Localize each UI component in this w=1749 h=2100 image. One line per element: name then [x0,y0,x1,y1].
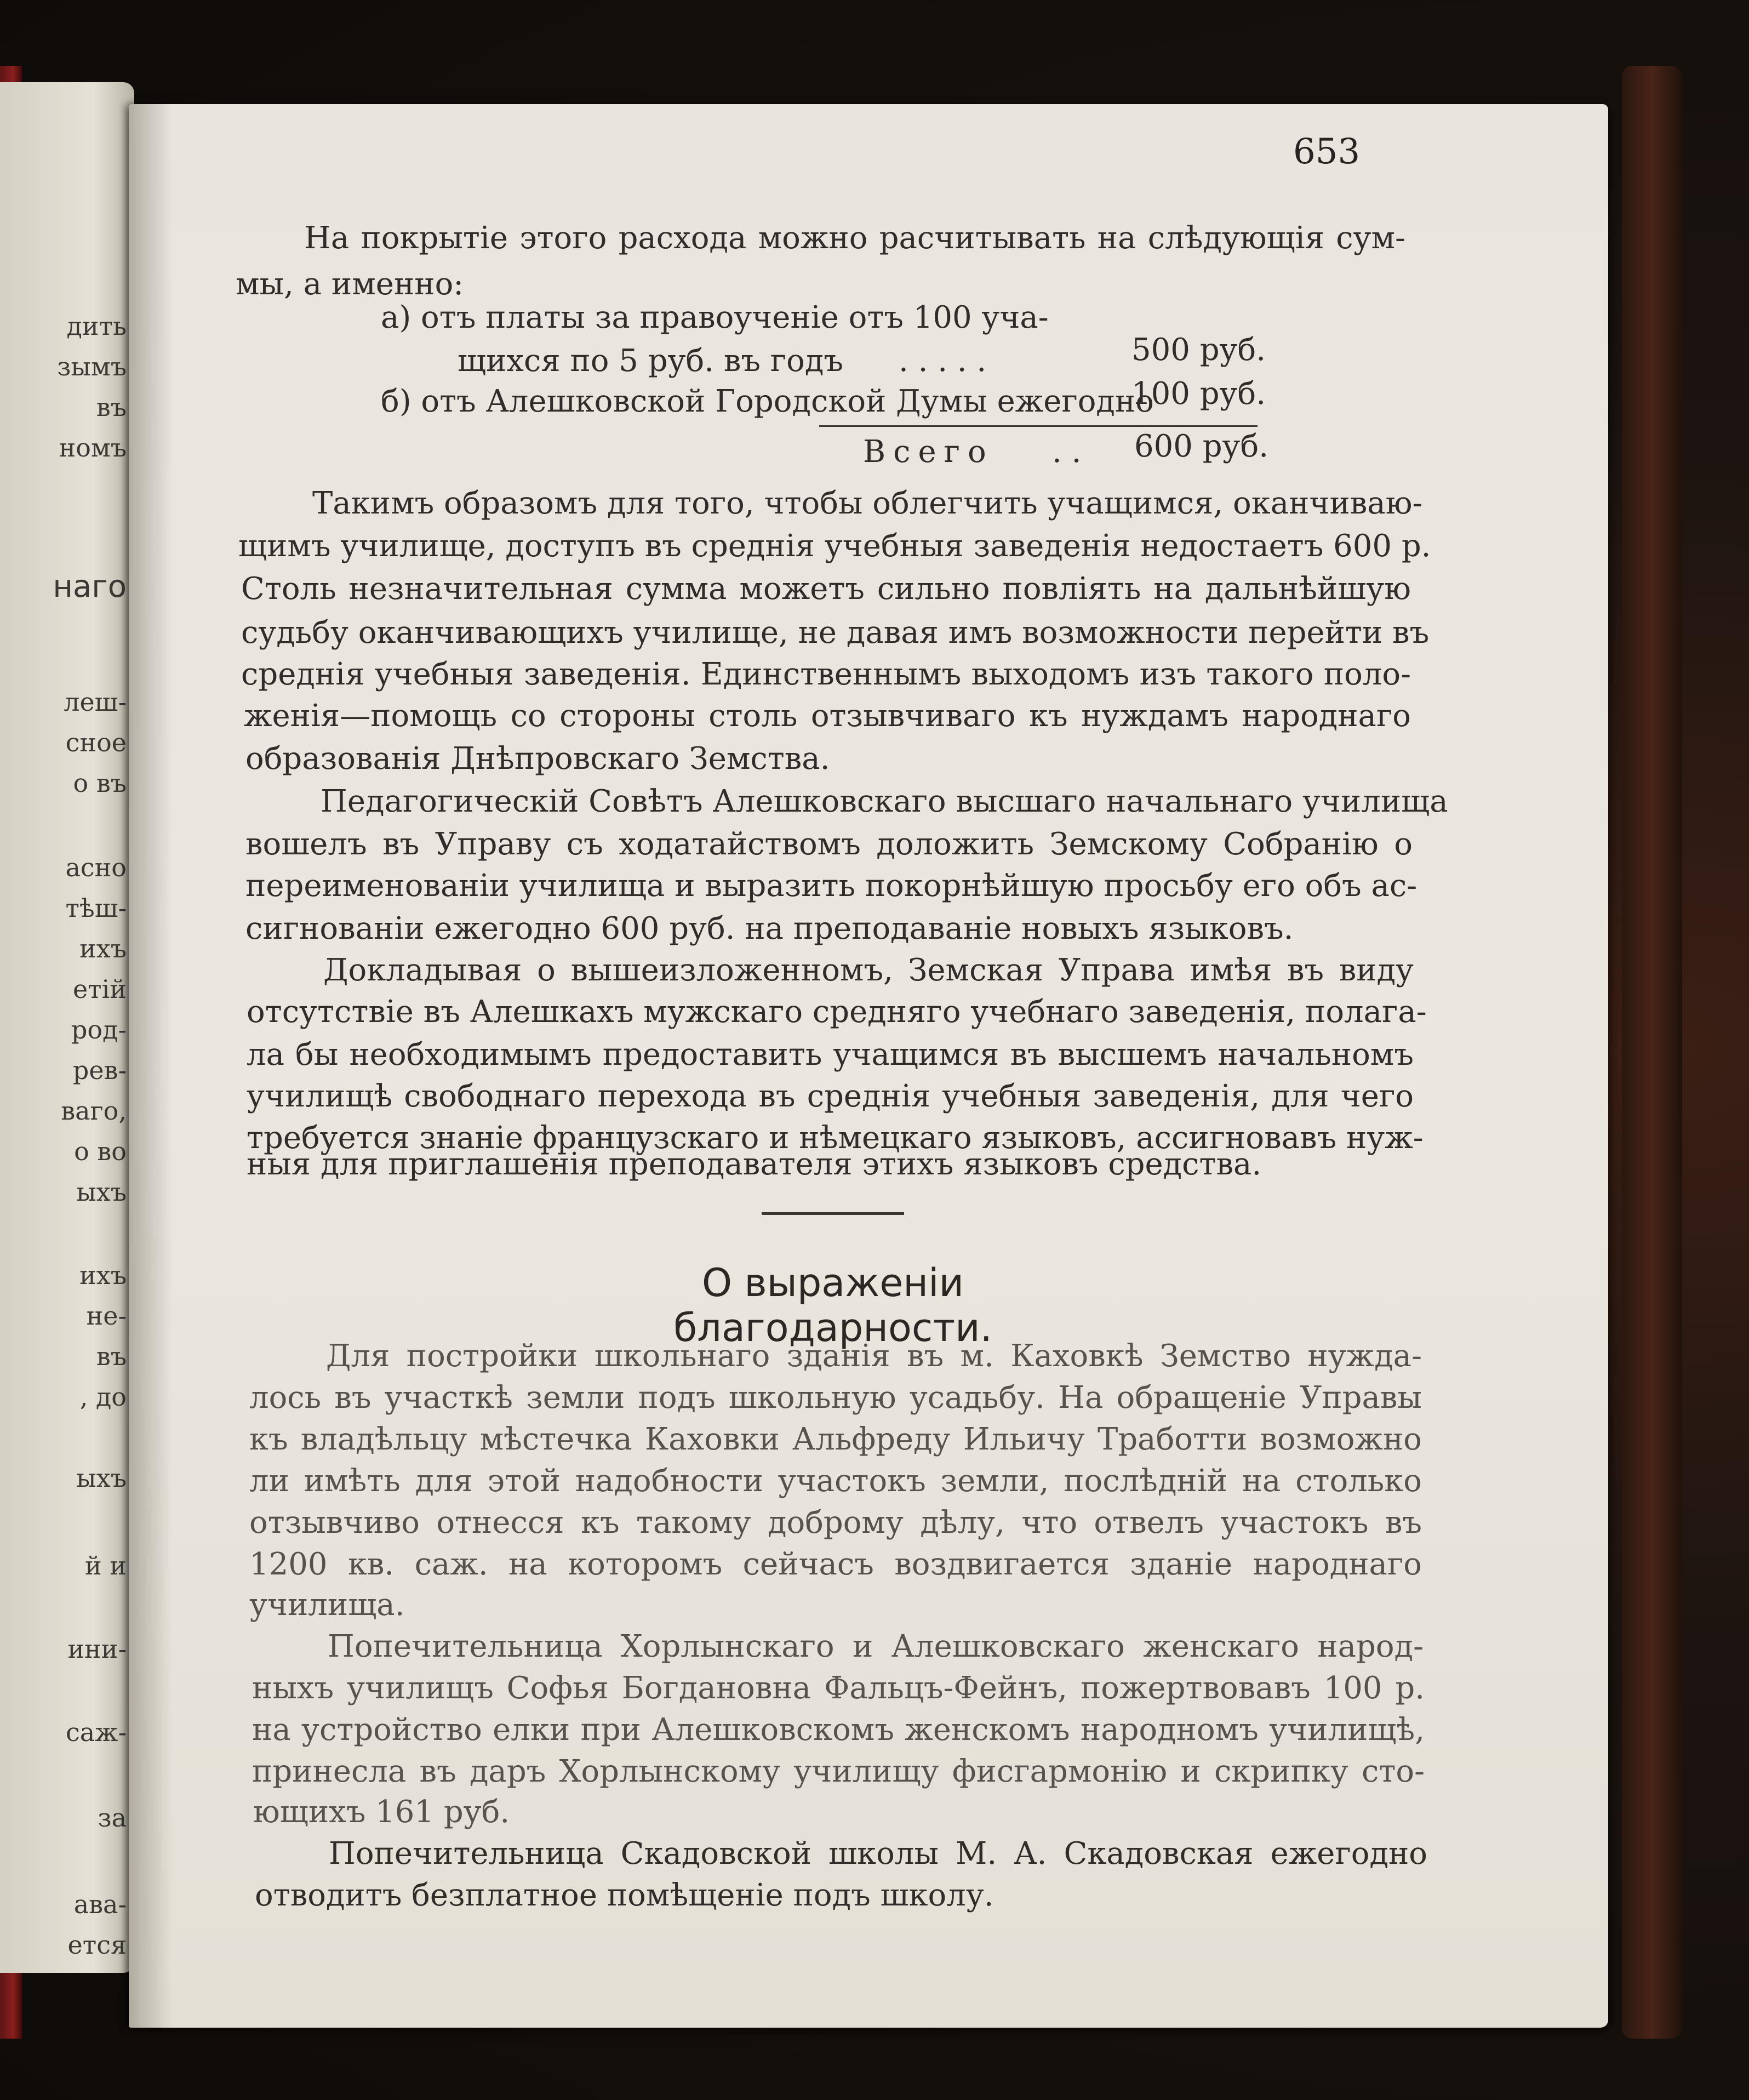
left-page-text: въ [96,1342,127,1371]
text-line: требуется знаніе французскаго и нѣмецкаго языковъ, ассигновавъ нуж- [247,1120,1424,1156]
left-page-text: сное [65,728,127,757]
text-line: щимъ училище, доступъ въ среднія учебныя заведенія недостаетъ 600 р. [238,528,1431,564]
text-line: Педагогическій Совѣтъ Алешковскаго высшаго начальнаго училища [321,784,1448,819]
text-line: отсутствіе въ Алешкахъ мужскаго средняго учебнаго заведенія, полага- [247,994,1427,1030]
left-page-text: номъ [59,433,127,463]
left-page-text: за [98,1803,127,1833]
left-page-text: асно [65,853,127,882]
left-page-text: зымъ [57,352,127,381]
text-line: среднія учебныя заведенія. Единственнымъ выходомъ изъ такого поло- [241,657,1411,692]
text-line: къ владѣльцу мѣстечка Каховки Альфреду Ильичу Тработти возможно [249,1422,1422,1457]
text-line: отзывчиво отнесся къ такому доброму дѣлу, что отвелъ участокъ въ [249,1505,1422,1540]
text-line: Такимъ образомъ для того, чтобы облегчить учащимся, оканчиваю- [312,486,1423,521]
left-page-text: ава- [73,1890,127,1919]
left-page-text: ини- [67,1634,127,1664]
total-underline [819,425,1258,427]
text-line: образованія Днѣпровскаго Земства. [245,741,830,777]
total-label: Всего [863,434,994,470]
left-page-text: ихъ [79,934,127,963]
text-line: вошелъ въ Управу съ ходатайствомъ доложить Земскому Собранію о [245,826,1413,862]
left-page-text: ваго, [61,1096,127,1126]
text-line: училища. [249,1587,405,1623]
text-line: ла бы необходимымъ предоставить учащимся въ высшемъ начальномъ [247,1037,1414,1072]
section-divider [762,1212,904,1215]
page-gutter-shadow [129,104,173,2028]
left-page-text: етій [72,974,127,1004]
section-heading: О выраженіи благодарности. [673,1260,992,1350]
text-line: мы, а именно: [236,266,464,302]
left-page-text: не- [86,1301,127,1331]
leader-dots: . . [1052,434,1082,470]
text-line: Докладывая о вышеизложенномъ, Земская Управа имѣя въ виду [323,952,1414,988]
text-line: Столь незначительная сумма можетъ сильно повліять на дальнѣйшую [241,571,1411,607]
text-line: ныя для приглашенія преподавателя этихъ языковъ средства. [247,1146,1262,1182]
previous-page-fragment [0,82,134,1973]
text-line: сигнованіи ежегодно 600 руб. на преподаваніе новыхъ языковъ. [245,911,1294,946]
left-page-text: й и [85,1551,127,1580]
budget-total-amount: 600 руб. [1134,429,1268,464]
left-page-text: рев- [72,1055,127,1085]
budget-item-a: а) отъ платы за правоученіе отъ 100 уча- [381,300,1049,335]
left-page-text: ется [67,1930,127,1960]
text-line: На покрытіе этого расхода можно расчитывать на слѣдующія сум- [304,220,1405,256]
budget-amount: 500 руб. [1131,332,1266,368]
text-line: судьбу оканчивающихъ училище, не давая имъ возможности перейти въ [241,615,1430,650]
text-line: на устройство елки при Алешковскомъ женскомъ народномъ училищѣ, [252,1712,1425,1748]
budget-item-a-continued: щихся по 5 руб. въ годъ [458,343,843,379]
text-line: училищѣ свободнаго перехода въ среднія учебныя заведенія, для чего [247,1078,1414,1114]
left-page-heading: наго [53,569,127,604]
leader-dots: . . . . . [899,343,987,379]
text-line: ныхъ училищъ Софья Богдановна Фальцъ-Фейнъ, пожертвовавъ 100 р. [252,1670,1425,1706]
left-page-text: , до [79,1382,127,1412]
left-page-text: о во [74,1137,127,1166]
text-line: женія—помощь со стороны столь отзывчиваго къ нуждамъ народнаго [244,698,1411,734]
text-line: ющихъ 161 руб. [253,1794,510,1830]
left-page-text: леш- [64,687,127,717]
text-line: 1200 кв. саж. на которомъ сейчасъ воздвигается зданіе народнаго [249,1547,1422,1582]
text-line: Попечительница Хорлынскаго и Алешковскаго женскаго народ- [328,1629,1424,1664]
budget-amount: 100 руб. [1131,376,1266,412]
left-page-text: род- [71,1015,127,1045]
left-page-text: ыхъ [76,1463,127,1493]
left-page-text: саж- [65,1717,127,1747]
text-line: Попечительница Скадовской школы М. А. Скадовская ежегодно [329,1836,1427,1871]
left-page-text: ыхъ [76,1177,127,1207]
left-page-text: дить [66,311,127,341]
book-cover-edge [1622,66,1682,2039]
left-page-text: о въ [73,768,127,798]
text-line: переименованіи училища и выразить покорнѣйшую просьбу его объ ас- [245,868,1418,904]
text-line: Для постройки школьнаго зданія въ м. Каховкѣ Земство нуждa- [326,1338,1422,1374]
text-line: отводитъ безплатное помѣщеніе подъ школу. [255,1878,994,1913]
left-page-text: въ [96,392,127,422]
text-line: принесла въ даръ Хорлынскому училищу фисгармонію и скрипку сто- [252,1754,1425,1789]
page-number: 653 [1293,132,1361,172]
text-line: лось въ участкѣ земли подъ школьную усадьбу. На обращеніе Управы [249,1380,1422,1416]
budget-item-b: б) отъ Алешковской Городской Думы ежегодно [381,384,1154,419]
left-page-text: ихъ [79,1260,127,1290]
left-page-text: тѣш- [65,893,127,923]
text-line: ли имѣть для этой надобности участокъ земли, послѣдній на столько [249,1463,1422,1499]
